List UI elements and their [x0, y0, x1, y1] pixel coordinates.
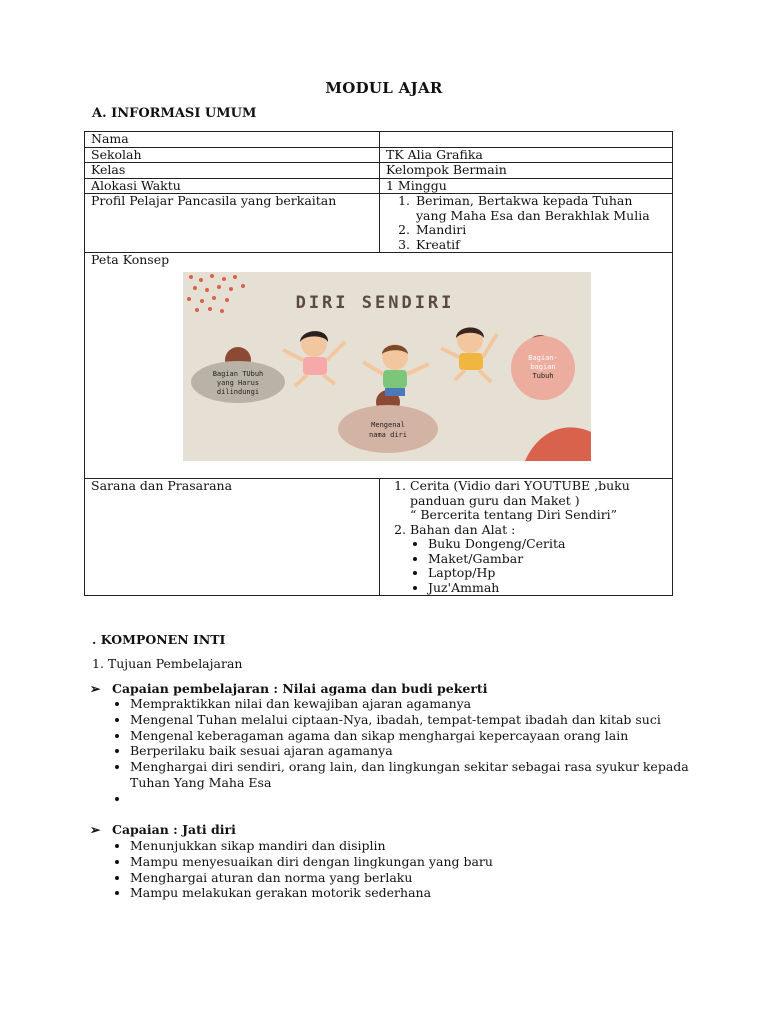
capaian1-item: • Mengenal Tuhan melalui ciptaan-Nya, ibadah, tempat-tempat ibadah dan kitab suci — [130, 712, 700, 728]
profil-list — [386, 194, 666, 252]
profil-item: 2. Mandiri — [414, 223, 666, 238]
peta-label: Peta Konsep — [91, 252, 170, 267]
row-nama — [85, 132, 673, 148]
capaian2-item: • Mampu melakukan gerakan motorik sederhana — [130, 885, 700, 901]
bahan-item: • Juz'Ammah — [428, 581, 666, 596]
nama-label: Nama — [85, 132, 380, 148]
bahan-item: • Maket/Gambar — [428, 552, 666, 567]
capaian1-item — [130, 791, 700, 807]
capaian1-item: • Menghargai diri sendiri, orang lain, dan lingkungan sekitar sebagai rasa syukur kepada Tuhan Yang Maha Esa — [130, 759, 700, 791]
arrow-icon: ➢ — [90, 681, 101, 696]
capaian1-item: • Mengenal keberagaman agama dan sikap menghargai kepercayaan orang lain — [130, 728, 700, 744]
bottom-bubble-line: Mengenal — [371, 421, 405, 429]
sarana-label: Sarana dan Prasarana — [85, 479, 380, 596]
section-a-heading: A. INFORMASI UMUM — [92, 106, 257, 121]
profil-item: 1. Beriman, Bertakwa kepada Tuhan yang Maha Esa dan Berakhlak Mulia — [414, 194, 666, 223]
left-bubble-line: Bagian TUbuh — [212, 370, 264, 378]
right-bubble-line: Tubuh — [532, 372, 554, 380]
capaian1-item: • Mempraktikkan nilai dan kewajiban ajaran agamanya — [130, 696, 700, 712]
row-alokasi — [85, 178, 673, 194]
right-bubble-line: bagian — [530, 363, 556, 371]
row-sarana — [85, 479, 673, 596]
row-profil — [85, 194, 673, 253]
tujuan-heading: 1. Tujuan Pembelajaran — [92, 656, 243, 671]
capaian1-item: • Berperilaku baik sesuai ajaran agamanya — [130, 743, 700, 759]
row-kelas — [85, 163, 673, 179]
sarana-list — [386, 479, 666, 537]
capaian2-title: Capaian : Jati diri — [112, 822, 236, 837]
info-table — [84, 131, 673, 596]
capaian2-heading — [90, 822, 236, 837]
sarana-item-text: 1. Cerita (Vidio dari YOUTUBE ,buku panduan guru dan Maket ) — [410, 478, 630, 508]
capaian1-list — [108, 696, 700, 807]
bottom-bubble-line: nama diri — [369, 431, 407, 439]
capaian1-heading — [90, 681, 487, 696]
kelas-label: Kelas — [85, 163, 380, 179]
document-title: MODUL AJAR — [325, 79, 443, 97]
profil-item: 3. Kreatif — [414, 238, 666, 253]
profil-value — [380, 194, 673, 253]
komponen-heading: . KOMPONEN INTI — [92, 632, 226, 647]
capaian2-list — [108, 838, 700, 901]
left-bubble-line: yang Harus — [216, 379, 260, 387]
concept-map-illustration — [183, 272, 591, 461]
nama-value — [380, 132, 673, 148]
sarana-item-subtext: “ Bercerita tentang Diri Sendiri” — [410, 507, 618, 522]
capaian1-title: Capaian pembelajaran : Nilai agama dan budi pekerti — [112, 681, 488, 696]
row-sekolah — [85, 147, 673, 163]
capaian2-item: • Menghargai aturan dan norma yang berlaku — [130, 870, 700, 886]
sekolah-label: Sekolah — [85, 147, 380, 163]
bahan-item: • Laptop/Hp — [428, 566, 666, 581]
sarana-value — [380, 479, 673, 596]
sekolah-value: TK Alia Grafika — [380, 147, 673, 163]
alokasi-value: 1 Minggu — [380, 178, 673, 194]
arrow-icon: ➢ — [90, 822, 101, 837]
capaian2-item: • Menunjukkan sikap mandiri dan disiplin — [130, 838, 700, 854]
bahan-list — [386, 537, 666, 595]
sarana-item — [410, 523, 666, 538]
peta-cell — [85, 253, 673, 479]
kelas-value: Kelompok Bermain — [380, 163, 673, 179]
row-peta — [85, 253, 673, 479]
right-bubble-line: Bagian- — [528, 354, 558, 362]
bahan-item: • Buku Dongeng/Cerita — [428, 537, 666, 552]
capaian2-item: • Mampu menyesuaikan diri dengan lingkungan yang baru — [130, 854, 700, 870]
concept-map-image — [183, 272, 591, 461]
left-bubble-line: dilindungi — [216, 388, 260, 396]
profil-label: Profil Pelajar Pancasila yang berkaitan — [85, 194, 380, 253]
alokasi-label: Alokasi Waktu — [85, 178, 380, 194]
sarana-item-text: 2. Bahan dan Alat : — [410, 521, 516, 537]
sarana-item — [410, 479, 666, 523]
map-heading: DIRI SENDIRI — [295, 293, 455, 313]
